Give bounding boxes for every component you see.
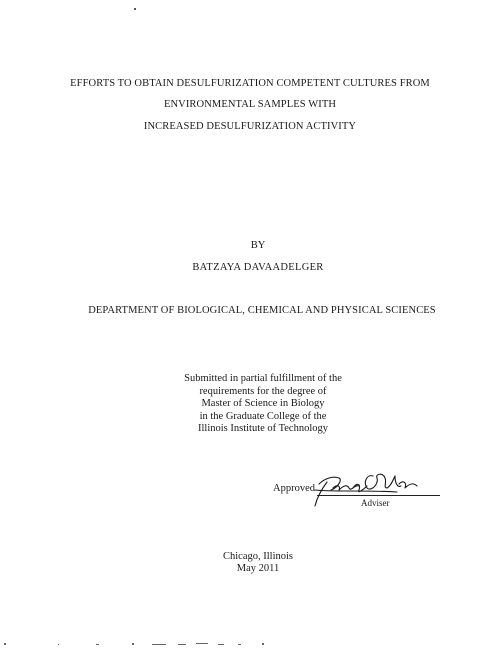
scan-speck bbox=[134, 8, 136, 10]
submission-line-1: Submitted in partial fulfillment of the bbox=[184, 373, 342, 384]
submission-line-5: Illinois Institute of Technology bbox=[197, 423, 328, 434]
submission-line-2: requirements for the degree of bbox=[199, 385, 327, 397]
location-city: Chicago, Illinois bbox=[223, 551, 293, 562]
submission-line-3: Master of Science in Biology bbox=[201, 398, 325, 409]
scan-artifact-strip bbox=[0, 641, 500, 649]
author-name: BATZAYA DAVAADELGER bbox=[192, 262, 324, 273]
thesis-title-line-2: ENVIRONMENTAL SAMPLES WITH bbox=[163, 99, 337, 110]
adviser-label: Adviser bbox=[361, 498, 390, 508]
location-date-block bbox=[0, 551, 500, 575]
signature-line bbox=[317, 495, 440, 496]
submission-statement bbox=[0, 373, 500, 436]
department-name: DEPARTMENT OF BIOLOGICAL, CHEMICAL AND PHYSICAL SCIENCES bbox=[88, 305, 436, 316]
thesis-title-line-3: INCREASED DESULFURIZATION ACTIVITY bbox=[143, 121, 357, 132]
approval-block bbox=[273, 476, 443, 521]
approved-label: Approved bbox=[273, 483, 315, 494]
by-label: BY bbox=[250, 240, 266, 251]
thesis-title-line-1: EFFORTS TO OBTAIN DESULFURIZATION COMPETENT CULTURES FROM bbox=[70, 78, 430, 89]
submission-line-4: in the Graduate College of the bbox=[199, 410, 327, 422]
submission-date: May 2011 bbox=[236, 563, 280, 574]
